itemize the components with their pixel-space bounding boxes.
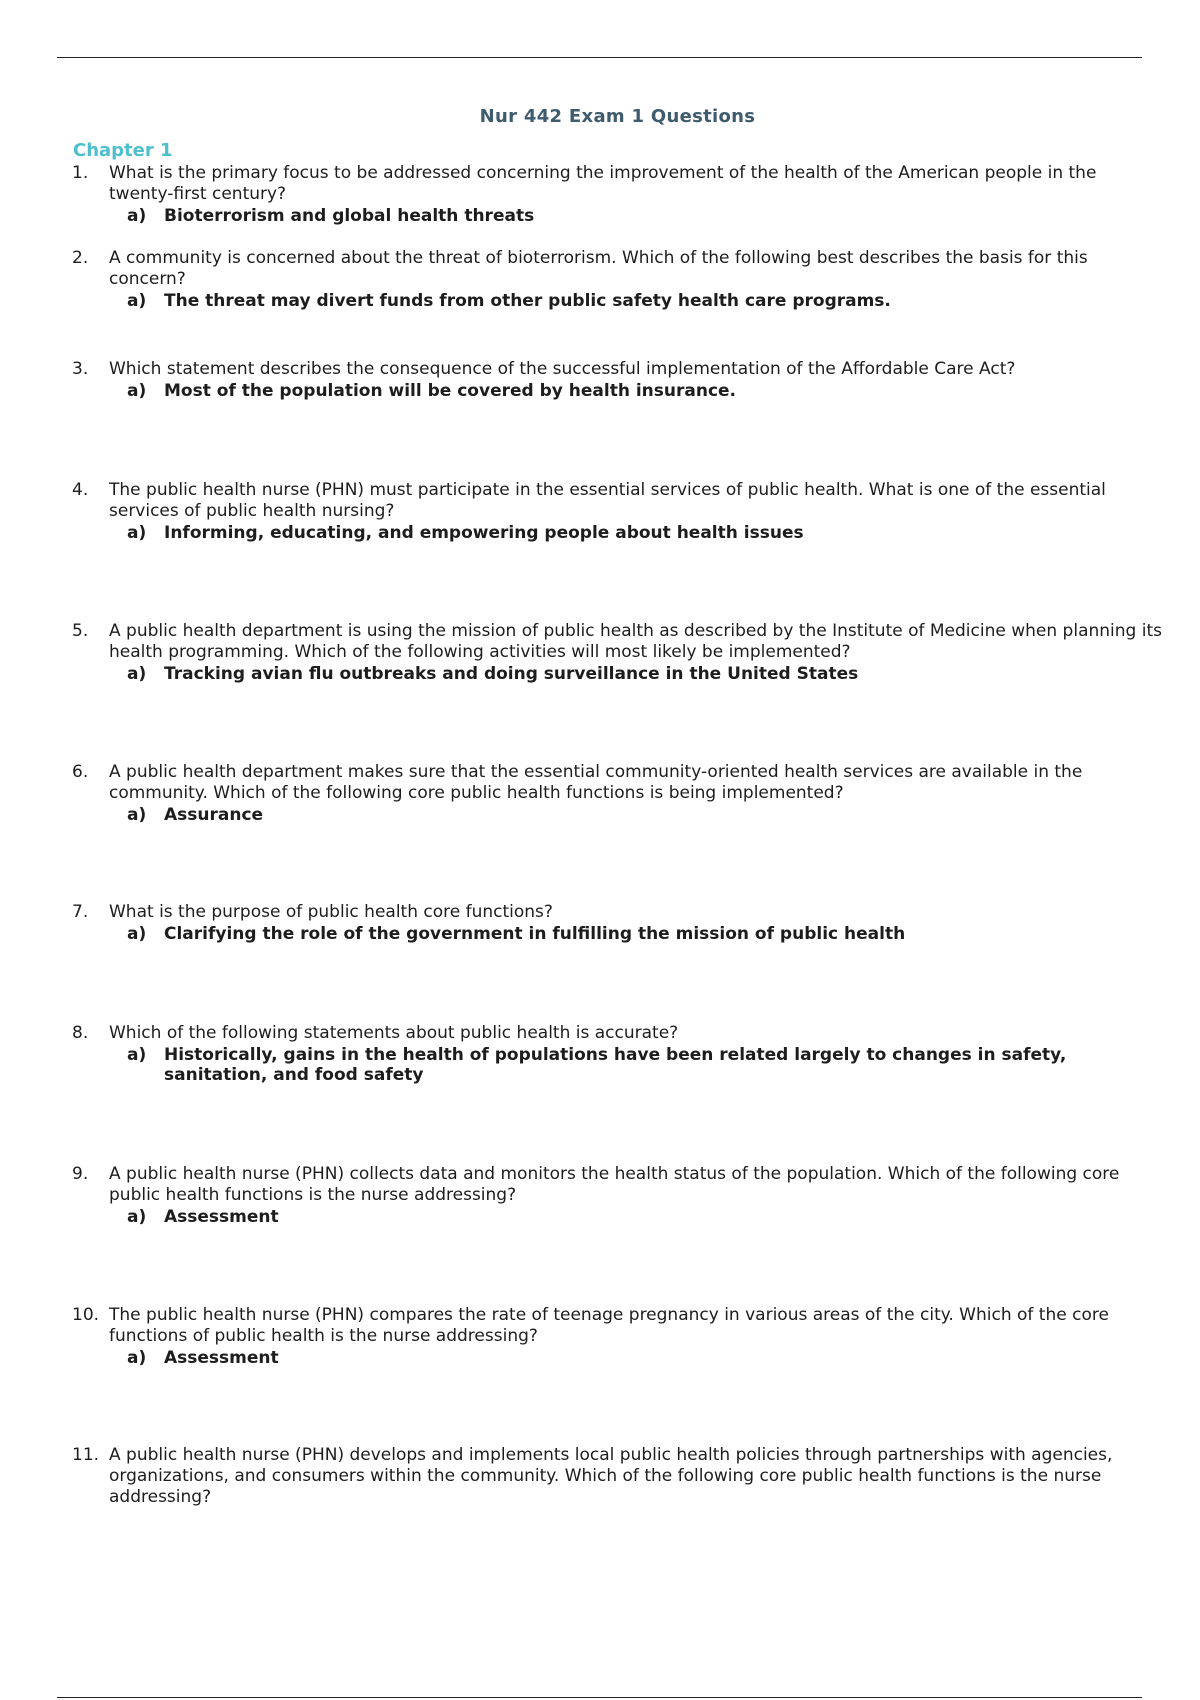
answer [127,523,1162,543]
answer-letter: a) [127,1045,147,1065]
answer-text: Most of the population will be covered by health insurance. [164,381,737,401]
answer-letter: a) [127,523,147,543]
answer [127,664,1162,684]
question-item [72,902,1162,944]
document-title: Nur 442 Exam 1 Questions [479,106,756,127]
question-number: 2. [72,248,89,268]
answer-letter: a) [127,206,147,226]
question-number: 8. [72,1023,89,1043]
question-text: What is the primary focus to be addressed concerning the improvement of the health of the American people in the twenty-first century? [109,163,1097,204]
answer-text: Bioterrorism and global health threats [164,206,535,226]
question-item [72,1305,1162,1368]
question-text: A public health nurse (PHN) develops and implements local public health policies through partnerships with agencies, organizations, and consumers within the community. Which of the following core public health functions is the nurse addressing? [109,1445,1113,1507]
question-text: A public health department is using the mission of public health as described by the Institute of Medicine when planning its health programming. Which of the following activities will most likely be implemented? [109,621,1162,662]
question-number: 11. [72,1445,100,1465]
question-item [72,480,1162,543]
question-number: 4. [72,480,89,500]
answer [127,291,1162,311]
answer-text: Assessment [164,1348,279,1368]
answer [127,1207,1162,1227]
question-text: The public health nurse (PHN) must participate in the essential services of public health. What is one of the essential services of public health nursing? [109,480,1106,521]
chapter-heading: Chapter 1 [73,140,173,161]
answer-letter: a) [127,664,147,684]
answer [127,381,1162,401]
question-text: Which statement describes the consequence of the successful implementation of the Affordable Care Act? [109,359,1016,379]
question-item [72,1023,1162,1085]
answer-text: Assurance [164,805,264,825]
answer-text: Tracking avian flu outbreaks and doing surveillance in the United States [164,664,859,684]
answer-text: The threat may divert funds from other public safety health care programs. [164,291,891,311]
question-text: A public health nurse (PHN) collects data and monitors the health status of the population. Which of the following core public health functions is the nurse addressing? [109,1164,1120,1205]
question-text: A community is concerned about the threat of bioterrorism. Which of the following best describes the basis for this concern? [109,248,1088,289]
answer [127,206,1162,226]
question-number: 10. [72,1305,100,1325]
question-number: 5. [72,621,89,641]
answer [127,1348,1162,1368]
question-text: A public health department makes sure that the essential community-oriented health services are available in the community. Which of the following core public health functions is being implemented? [109,762,1083,803]
question-item [72,621,1162,684]
answer-letter: a) [127,1348,147,1368]
question-text: The public health nurse (PHN) compares the rate of teenage pregnancy in various areas of the city. Which of the core functions of public health is the nurse addressing? [109,1305,1109,1346]
answer [127,924,1162,944]
question-item [72,1164,1162,1227]
answer-letter: a) [127,924,147,944]
answer-text: Assessment [164,1207,279,1227]
question-number: 7. [72,902,89,922]
question-item [72,762,1162,825]
answer-letter: a) [127,805,147,825]
question-item [72,1445,1162,1508]
answer [127,805,1162,825]
bottom-rule [57,1697,1142,1698]
question-item [72,248,1162,311]
answer-letter: a) [127,381,147,401]
question-text: Which of the following statements about public health is accurate? [109,1023,679,1043]
question-number: 3. [72,359,89,379]
question-number: 9. [72,1164,89,1184]
answer-text: Clarifying the role of the government in fulfilling the mission of public health [164,924,906,944]
answer [127,1045,1162,1085]
answer-text: Historically, gains in the health of populations have been related largely to changes in safety, sanitation, and food safety [164,1045,1067,1085]
question-number: 6. [72,762,89,782]
question-text: What is the purpose of public health core functions? [109,902,553,922]
top-rule [57,57,1142,58]
question-number: 1. [72,163,89,183]
answer-text: Informing, educating, and empowering people about health issues [164,523,804,543]
question-item [72,163,1162,226]
answer-letter: a) [127,1207,147,1227]
question-item [72,359,1162,401]
answer-letter: a) [127,291,147,311]
